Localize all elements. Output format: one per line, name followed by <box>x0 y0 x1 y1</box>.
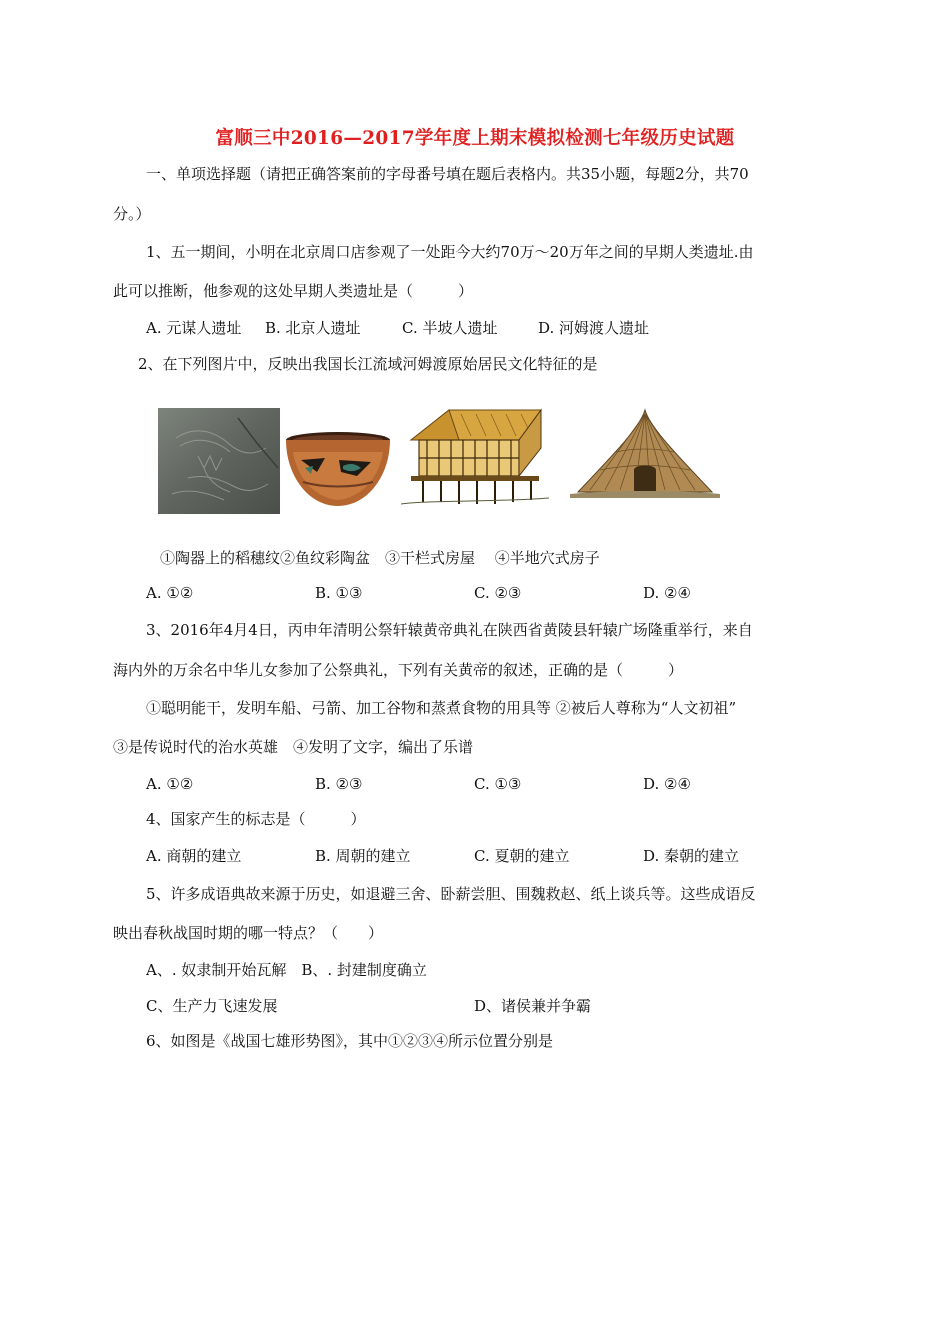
semi-subterranean-house-image <box>570 408 720 510</box>
q5-option-d: D、诸侯兼并争霸 <box>474 997 592 1015</box>
section-instruction-line1: 一、单项选择题（请把正确答案前的字母番号填在题后表格内。共35小题，每题2分，共70 <box>146 165 749 183</box>
q6-stem: 6、如图是《战国七雄形势图》，其中①②③④所示位置分别是 <box>146 1032 554 1050</box>
q1-option-a: A. 元谋人遗址 <box>146 319 242 337</box>
q2-option-b: B. ①③ <box>315 584 363 602</box>
q4-option-b: B. 周朝的建立 <box>315 847 411 865</box>
q4-option-c: C. 夏朝的建立 <box>474 847 570 865</box>
q3-stem-line2: 海内外的万余名中华儿女参加了公祭典礼，下列有关黄帝的叙述，正确的是（ ） <box>113 661 684 679</box>
fish-pattern-basin-image <box>283 430 393 510</box>
q3-statement-line2: ③是传说时代的治水英雄 ④发明了文字，编出了乐谱 <box>113 738 474 756</box>
q4-option-a: A. 商朝的建立 <box>146 847 242 865</box>
q2-option-c: C. ②③ <box>474 584 522 602</box>
rice-pattern-pottery-image <box>158 408 280 514</box>
q4-option-d: D. 秦朝的建立 <box>643 847 740 865</box>
q1-stem-line2: 此可以推断，他参观的这处早期人类遗址是（ ） <box>113 282 474 300</box>
q5-stem-line2: 映出春秋战国时期的哪一特点？（ ） <box>113 924 384 942</box>
q1-option-b: B. 北京人遗址 <box>265 319 361 337</box>
section-instruction-line2: 分。） <box>113 205 151 223</box>
q5-option-c: C、生产力飞速发展 <box>146 997 278 1015</box>
q4-stem: 4、国家产生的标志是（ ） <box>146 810 366 828</box>
q3-option-a: A. ①② <box>146 775 194 793</box>
q2-option-d: D. ②④ <box>643 584 691 602</box>
q3-stem-line1: 3、2016年4月4日，丙申年清明公祭轩辕黄帝典礼在陕西省黄陵县轩辕广场隆重举行，来自 <box>146 621 753 639</box>
q2-stem: 2、在下列图片中，反映出我国长江流域河姆渡原始居民文化特征的是 <box>138 355 598 373</box>
q2-picture-caption: ①陶器上的稻穗纹②鱼纹彩陶盆 ③干栏式房屋 ④半地穴式房子 <box>160 549 600 567</box>
q3-option-b: B. ②③ <box>315 775 363 793</box>
q2-picture-strip <box>158 404 728 516</box>
q1-stem-line1: 1、五一期间，小明在北京周口店参观了一处距今大约70万～20万年之间的早期人类遗址.由 <box>146 243 754 261</box>
q5-stem-line1: 5、许多成语典故来源于历史，如退避三舍、卧薪尝胆、围魏救赵、纸上谈兵等。这些成语反 <box>146 885 756 903</box>
q1-option-d: D. 河姆渡人遗址 <box>538 319 650 337</box>
page-title: 富顺三中2016—2017学年度上期末模拟检测七年级历史试题 <box>215 128 735 149</box>
q1-option-c: C. 半坡人遗址 <box>402 319 498 337</box>
q3-option-d: D. ②④ <box>643 775 691 793</box>
q5-options-ab: A、. 奴隶制开始瓦解 B、. 封建制度确立 <box>146 961 427 979</box>
q3-option-c: C. ①③ <box>474 775 522 793</box>
stilt-house-image <box>401 406 549 510</box>
q2-option-a: A. ①② <box>146 584 194 602</box>
q3-statement-line1: ①聪明能干，发明车船、弓箭、加工谷物和蒸煮食物的用具等 ②被后人尊称为“人文初祖” <box>146 699 737 717</box>
